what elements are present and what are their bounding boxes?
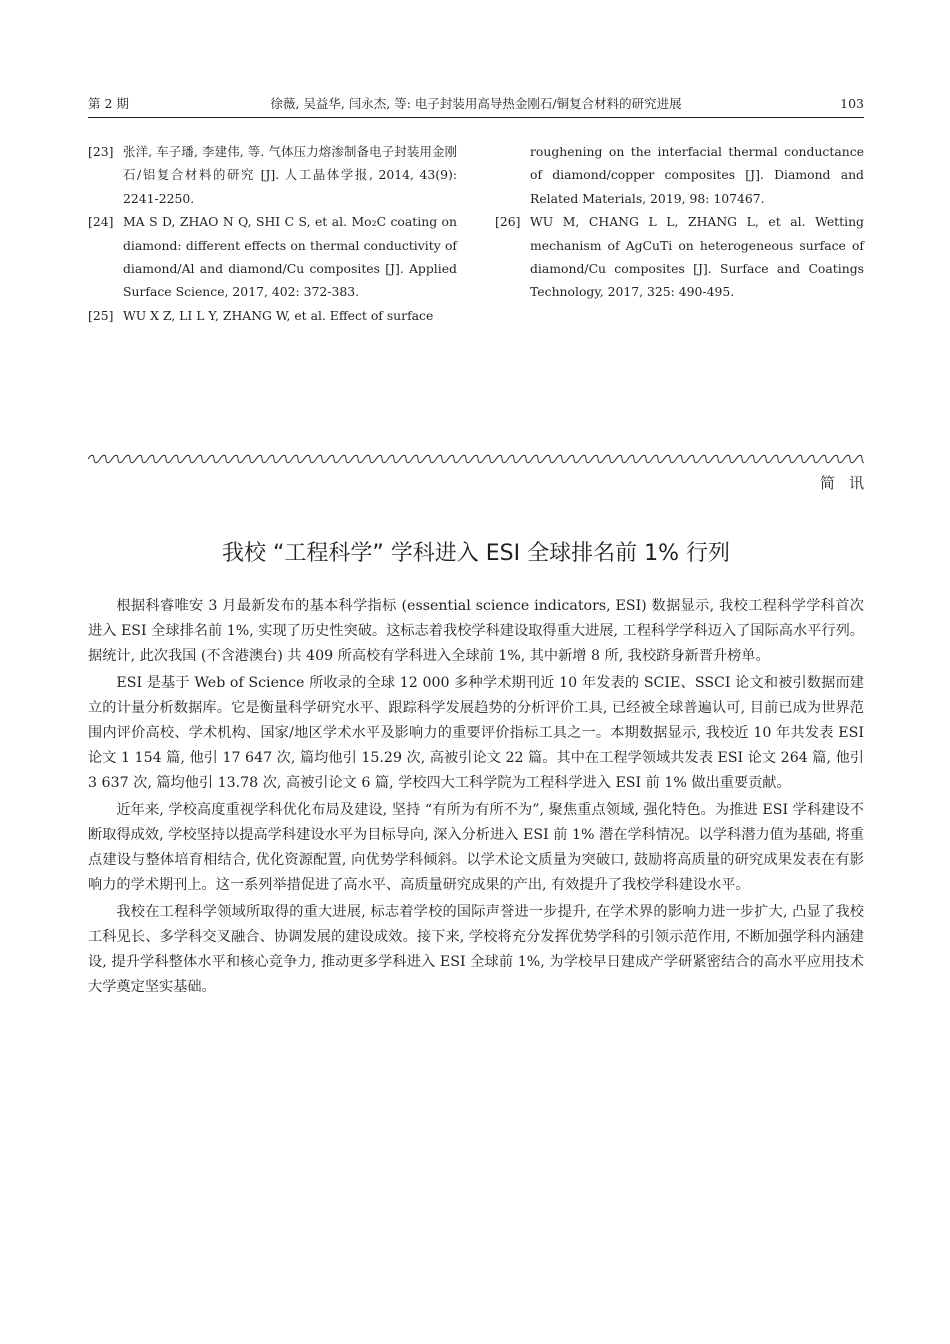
reference-item (495, 210, 864, 304)
reference-text: WU X Z, LI L Y, ZHANG W, et al. Effect of surface (123, 307, 434, 323)
reference-number: [25] (88, 307, 114, 323)
issue-number: 第 2 期 (88, 96, 129, 111)
reference-item (88, 210, 457, 304)
header-rule (88, 117, 864, 118)
reference-number: [26] (495, 214, 521, 230)
reference-item (88, 304, 457, 327)
reference-column-right (495, 140, 864, 327)
section-label: 简讯 (819, 474, 878, 492)
decorative-divider (88, 453, 864, 465)
reference-number: [23] (88, 144, 114, 159)
reference-list (88, 140, 864, 327)
paragraph: ESI 是基于 Web of Science 所收录的全球 12 000 多种学术期刊近 10 年发表的 SCIE、SSCI 论文和被引数据而建立的计量分析数据库。它是衡量科学研究水平、跟踪科学发展趋势的分析评价工具, 已经被全球普遍认可, 目前已成为世界范围内评价高校、学术机构、国家/地区学术水平及影响力的重要评价指标工具之一。本期数据显示, 我校近 10 年共发表 ESI 论文 1 154 篇, 他引 17 647 次, 篇均他引 15.29 次, 高被引论文 22 篇。其中在工程学领域共发表 ESI 论文 264 篇, 他引 3 637 次, 篇均他引 13.78 次, 高被引论文 6 篇, 学校四大工科学院为工程科学进入 ESI 前 1% 做出重要贡献。 (88, 675, 864, 791)
reference-item-continued (495, 140, 864, 210)
paragraph: 我校在工程科学领域所取得的重大进展, 标志着学校的国际声誉进一步提升, 在学术界的影响力进一步扩大, 凸显了我校工科见长、多学科交叉融合、协调发展的建设成效。接下来, 学校将充分发挥优势学科的引领示范作用, 不断加强学科内涵建设, 提升学科整体水平和核心竞争力, 推动更多学科进入 ESI 全球前 1%, 为学校早日建成产学研紧密结合的高水平应用技术大学奠定坚实基础。 (88, 904, 864, 995)
reference-text: WU M, CHANG L L, ZHANG L, et al. Wetting mechanism of AgCuTi on heterogeneous surface of diamond/Cu composites [J]. Surface and Coatings Technology, 2017, 325: 490-495. (530, 214, 864, 300)
paragraph: 近年来, 学校高度重视学科优化布局及建设, 坚持 “有所为有所不为”, 聚焦重点领域, 强化特色。为推进 ESI 学科建设不断取得成效, 学校坚持以提高学科建设水平为目标导向, 深入分析进入 ESI 前 1% 潜在学科情况。以学科潜力值为基础, 将重点建设与整体培育相结合, 优化资源配置, 向优势学科倾斜。以学术论文质量为突破口, 鼓励将高质量的研究成果发表在有影响力的学术期刊上。这一系列举措促进了高水平、高质量研究成果的产出, 有效提升了我校学科建设水平。 (88, 802, 864, 893)
reference-text: roughening on the interfacial thermal conductance of diamond/copper composites [J]. Diamond and Related Materials, 2019, 98: 107467. (530, 144, 864, 206)
wave-ornament-icon (88, 453, 864, 465)
news-body (88, 594, 864, 1000)
reference-text: MA S D, ZHAO N Q, SHI C S, et al. Mo₂C coating on diamond: different effects on thermal conductivity of diamond/Al and diamond/Cu composites [J]. Applied Surface Science, 2017, 402: 372-383. (123, 214, 457, 300)
reference-text: 张洋, 车子璠, 李建伟, 等. 气体压力熔渗制备电子封装用金刚石/铝复合材料的研究 [J]. 人工晶体学报, 2014, 43(9): 2241-2250. (123, 144, 457, 206)
page-number: 103 (840, 96, 864, 111)
reference-item (88, 140, 457, 210)
reference-number: [24] (88, 214, 114, 230)
reference-column-left (88, 140, 457, 327)
news-title: 我校 “工程科学” 学科进入 ESI 全球排名前 1% 行列 (221, 541, 730, 566)
running-head (88, 94, 864, 112)
paragraph: 根据科睿唯安 3 月最新发布的基本科学指标 (essential science indicators, ESI) 数据显示, 我校工程科学学科首次进入 ESI 全球排名前 1%, 实现了历史性突破。这标志着我校学科建设取得重大进展, 工程科学学科迈入了国际高水平行列。据统计, 此次我国 (不含港澳台) 共 409 所高校有学科进入全球前 1%, 其中新增 8 所, 我校跻身新晋升榜单。 (88, 598, 864, 664)
article-running-title: 徐薇, 吴益华, 闫永杰, 等: 电子封装用高导热金刚石/铜复合材料的研究进展 (270, 96, 682, 111)
